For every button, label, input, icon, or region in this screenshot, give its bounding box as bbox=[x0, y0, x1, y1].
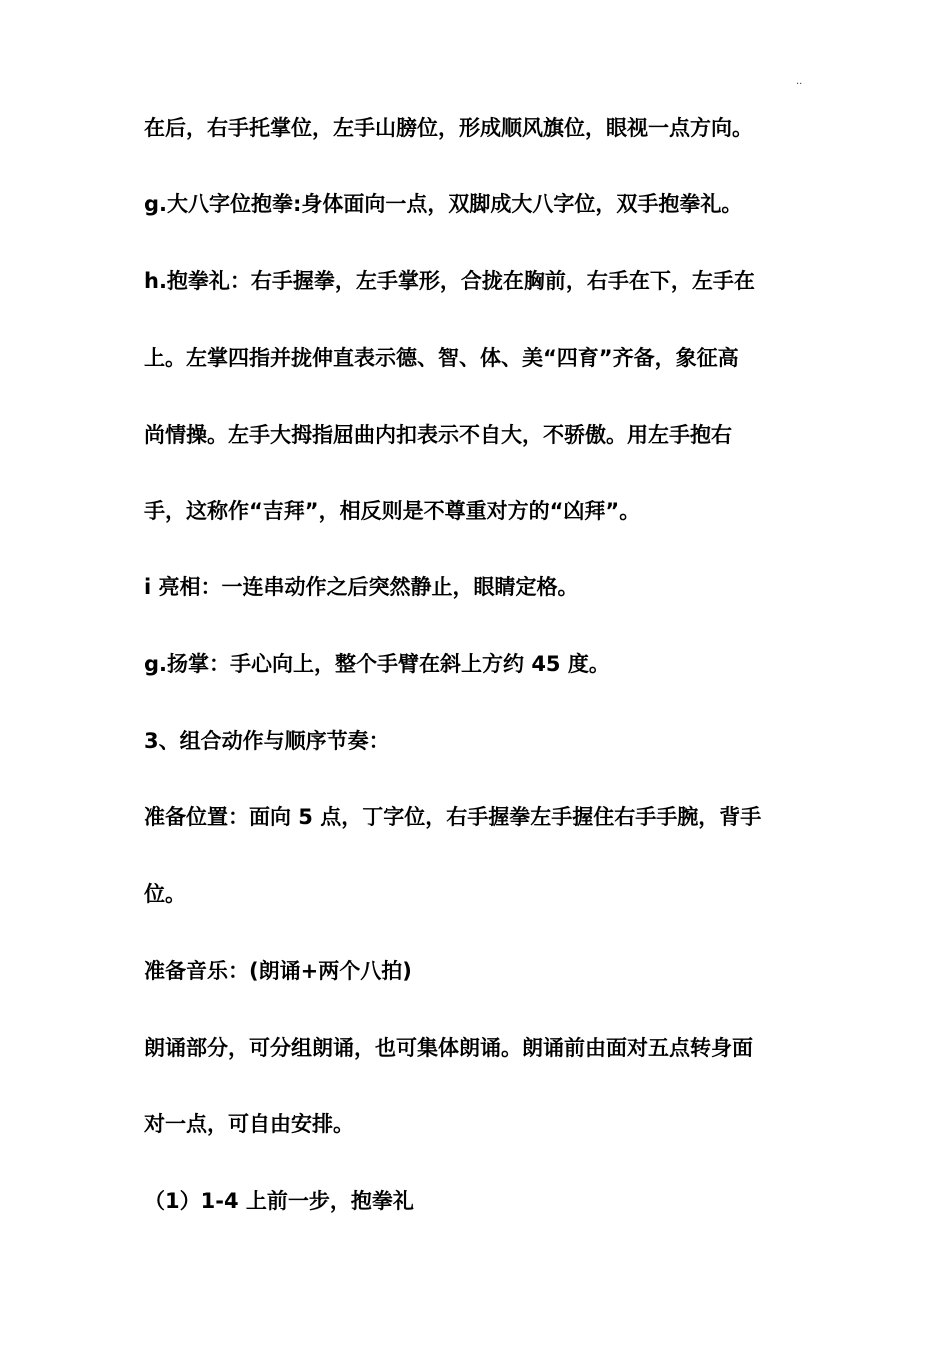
text-line-4: 上。左掌四指并拢伸直表示德、智、体、美“四育”齐备，象征高 bbox=[144, 346, 739, 370]
text-line-13: 朗诵部分，可分组朗诵，也可集体朗诵。朗诵前由面对五点转身面 bbox=[144, 1036, 753, 1060]
text-line-1: 在后，右手托掌位，左手山膀位，形成顺风旗位，眼视一点方向。 bbox=[144, 116, 753, 140]
text-line-10: 准备位置：面向 5 点，丁字位，右手握拳左手握住右手手腕，背手 bbox=[144, 805, 762, 829]
text-line-9: 3、组合动作与顺序节奏： bbox=[144, 729, 390, 753]
text-line-2: g.大八字位抱拳:身体面向一点，双脚成大八字位，双手抱拳礼。 bbox=[144, 192, 743, 216]
text-line-3: h.抱拳礼：右手握拳，左手掌形，合拢在胸前，右手在下，左手在 bbox=[144, 269, 755, 293]
text-line-8: g.扬掌：手心向上，整个手臂在斜上方约 45 度。 bbox=[144, 652, 610, 676]
text-line-5: 尚情操。左手大拇指屈曲内扣表示不自大，不骄傲。用左手抱右 bbox=[144, 423, 732, 447]
text-line-15: （1）1-4 上前一步，抱拳礼 bbox=[144, 1189, 414, 1213]
text-line-11: 位。 bbox=[144, 882, 186, 906]
corner-mark: .. bbox=[796, 76, 803, 87]
text-line-14: 对一点，可自由安排。 bbox=[144, 1112, 354, 1136]
text-line-12: 准备音乐：(朗诵+两个八拍) bbox=[144, 959, 412, 983]
text-line-6: 手，这称作“吉拜”，相反则是不尊重对方的“凶拜”。 bbox=[144, 499, 641, 523]
text-line-7: i 亮相：一连串动作之后突然静止，眼睛定格。 bbox=[144, 575, 579, 599]
